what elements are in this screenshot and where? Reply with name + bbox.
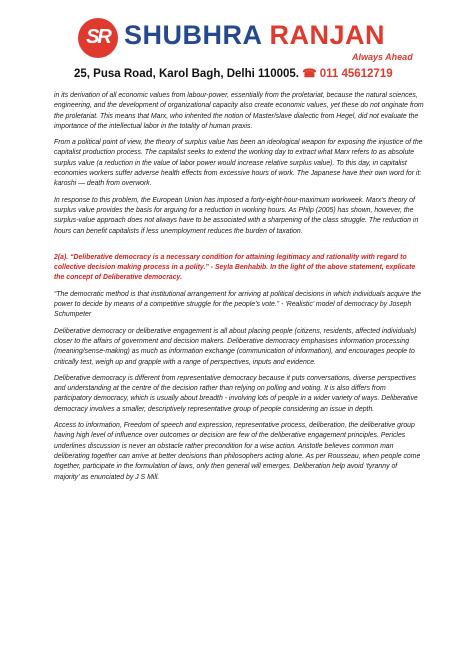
brand-tagline: Always Ahead [352,52,413,62]
brand-second: RANJAN [269,20,386,50]
paragraph-5: Deliberative democracy or deliberative engagement is all about placing people (citizens, residents, affected individuals) closer to the affairs of government and decision makers. Deliberative democracy emphasises information processing (meaning/sense-making) as much as information exchange (communication of information), and encourages people to critically test, weigh up and grapple with a range of perspectives, inputs and evidence. [54,327,417,366]
brand-first: SHUBHRA [124,20,270,50]
section-gap [54,243,424,253]
paragraph-3: In response to this problem, the European Union has imposed a forty-eight-hour-maximum workweek. Marx’s theory of surplus value provides the basis for arguing for a reduction in working hours. As Philp (2005) has shown, however, the surplus-value approach does not always have to be associated with a sharpening of the class struggle. The reduction in hours can benefit capitalists if less unemployment reduces the burden of taxation. [54,196,419,235]
question-heading: 2(a). “Deliberative democracy is a necessary condition for attaining legitimacy and rationality with regard to collective decision making process in a polity.” - Seyla Benhabib. In the light of the above statement, explicate the concept of Deliberative democracy. [54,253,416,282]
sr-logo-icon [78,18,118,58]
paragraph-1: in its derivation of all economic values from labour-power, essentially from the proletariat, because the natural sciences, engineering, and the development of organizational capacity also create economic values, yet these do not originate from the proletariat. This means that Marx, who inherited the notion of Master/slave dialectic from Hegel, did not evaluate the importance of the intellectual labor in the totality of human praxis. [54,92,424,130]
paragraph-4: “The democratic method is that institutional arrangement for arriving at political decisions in which individuals acquire the power to decide by means of a competitive struggle for the people’s vote.” - ‘Realistic’ model of democracy by Joseph Schumpeter [54,290,421,319]
paragraph-6: Deliberative democracy is different from representative democracy because it puts conversations, diverse perspectives and understanding at the centre of the decision rather than relying on polling and voting. It is also differs from participatory democracy, which is usually about breadth - involving lots of people in a wider variety of ways. Deliberative democracy involves a smaller, descriptively representative group of people considering an issue in depth. [54,374,418,413]
brand-name [124,20,385,51]
logo-initials: SR [86,26,110,48]
letterhead [0,0,474,86]
paragraph-7: Access to information, Freedom of speech and expression, representative process, deliberation, the deliberative group having high level of influence over outcomes or decision are few of the deliberative engagement principles. Pericles underlines discussion is never an obstacle rather precondition for a wise action. Aristotle believes common man deliberating together can arrive at better decisions than philosophers acting alone. As per Rousseau, when people come together, participate in the formulation of laws, only then general will emerges. Deliberation help avoid ‘tyranny of majority’ as enunciated by J S Mill. [54,422,421,481]
phone-number: ☎ 011 45612719 [302,68,393,80]
document-body [54,91,424,489]
paragraph-2: From a political point of view, the theory of surplus value has been an ideological weapon for exposing the injustice of the capitalist production process. The capitalist seeks to extend the working day to extract what Marx refers to as absolute surplus value (a reduction in the value of labor power would increase relative surplus value). To this day, in capitalist economies workers suffer adverse health effects from excessive hours of work. The Japanese have their own word for it: karoshi — death from overwork. [54,139,423,188]
address-line [74,66,393,80]
address-text: 25, Pusa Road, Karol Bagh, Delhi 110005. [74,68,299,80]
